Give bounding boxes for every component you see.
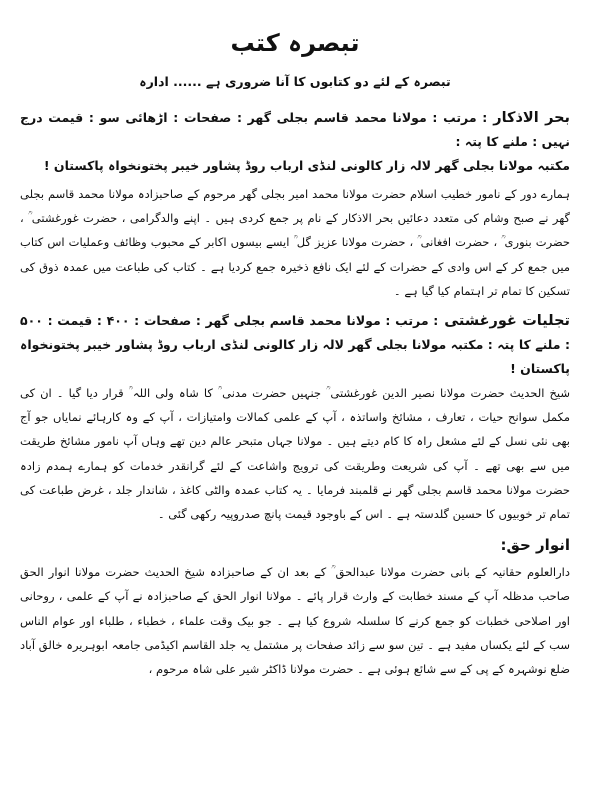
book-2-details: : مرتب : مولانا محمد قاسم بجلی گھر : صفحات : ۴۰۰ : قیمت : ۵۰۰ : ملنے کا پتہ : مکتبہ مولانا بجلی گھر لالہ زار کالونی لنڈی ارباب روڈ پشاور خیبر پختونخواہ پاکستان ! (20, 313, 570, 377)
book-3-details: : (500, 536, 507, 555)
book-1-address: مکتبہ مولانا بجلی گھر لالہ زار کالونی لنڈی ارباب روڈ پشاور خیبر پختونخواہ پاکستان ! (43, 158, 570, 173)
book-1-review: ہمارے دور کے نامور خطیب اسلام حضرت مولانا محمد امیر بجلی گھر مرحوم کے صاحبزادہ مولانا محمد قاسم بجلی گھر نے صبح وشام کی متعدد دعائیں بحر الاذکار کے نام پر جمع کردی ہیں ۔ اپنے والدگرامی ، حضرت غورغشتی ؒ ، حضرت بنوری ؒ ، حضرت افغانی ؒ ، حضرت مولانا عزیز گل ؒ ایسے بیسوں اکابر کے محبوب وظائف وعملیات اس کتاب میں جمع کر کے اس وادی کے حضرات کے لئے ایک نافع ذخیرہ جمع کردیا ہے ۔ کتاب کی طباعت میں عمدہ ذوق کی تسکین کا تمام تر اہتمام کیا گیا ہے ۔ (20, 187, 570, 298)
book-1-heading (20, 106, 570, 154)
book-1-details: : مرتب : مولانا محمد قاسم بجلی گھر : صفحات : اڑھائی سو : قیمت درج نہیں : ملنے کا پتہ : (20, 110, 570, 149)
book-2-review: شیخ الحدیث حضرت مولانا نصیر الدین غورغشتی ؒ جنہیں حضرت مدنی ؒ کا شاہ ولی اللہ ؒ قرار دیا گیا ۔ ان کی مکمل سوانح حیات ، تعارف ، مشائخ واساتذہ ، آپ کے علمی کمالات وامتیازات ، آپ کے وہ کارہائے نمایاں جو آج بھی نئی نسل کے لئے مشعل راہ کا کام دیتے ہیں ۔ مولانا جہاں متبحر عالم دین تھے وہاں آپ نامور مشائخ طریقت میں سے بھی تھے ۔ آپ کی شریعت وطریقت کی ترویج واشاعت کے لئے گرانقدر خدمات کو ہمارے ہمدم زادہ حضرت مولانا محمد قاسم بجلی گھر نے قلمبند فرمایا ۔ یہ کتاب عمدہ والٹی کاغذ ، شاندار جلد ، غرض طباعت کی تمام تر خوبیوں کا حسین گلدستہ ہے ۔ اس کے باوجود قیمت پانچ صدروپیہ رکھی گئی ۔ (20, 386, 570, 522)
book-3-name: انوار حق (506, 536, 570, 555)
page-title: تبصرہ کتب (230, 29, 360, 57)
book-2-name: تجلیات غورغشتی (444, 313, 570, 330)
book-3-review: دارالعلوم حقانیہ کے بانی حضرت مولانا عبدالحق ؒ کے بعد ان کے صاحبزادہ شیخ الحدیث حضرت مولانا انوار الحق صاحب مدظلہ آپ کے مسند خطابت کے وارث قرار پائے ۔ مولانا انوار الحق کے صاحبزادہ نے آپ کے علمی ، روحانی اور اصلاحی خطبات کو جمع کرنے کا سلسلہ شروع کیا ہے ۔ جو بیک وقت علماء ، خطباء ، طلباء اور عوام الناس سب کے لئے یکساں مفید ہے ۔ تین سو سے زائد صفحات پر مشتمل یہ جلد القاسم اکیڈمی جامعہ ابوہریرہ خالق آباد ضلع نوشہرہ کے پی کے سے شائع ہوئی ہے ۔ حضرت مولانا ڈاکٹر شیر علی شاہ مرحوم ، (20, 565, 570, 677)
book-1-name: بحر الاذکار (493, 110, 570, 126)
page-subtitle: تبصرہ کے لئے دو کتابوں کا آنا ضروری ہے ...... ادارہ (139, 74, 451, 89)
book-2-heading (20, 309, 570, 381)
book-3-heading (20, 532, 570, 558)
